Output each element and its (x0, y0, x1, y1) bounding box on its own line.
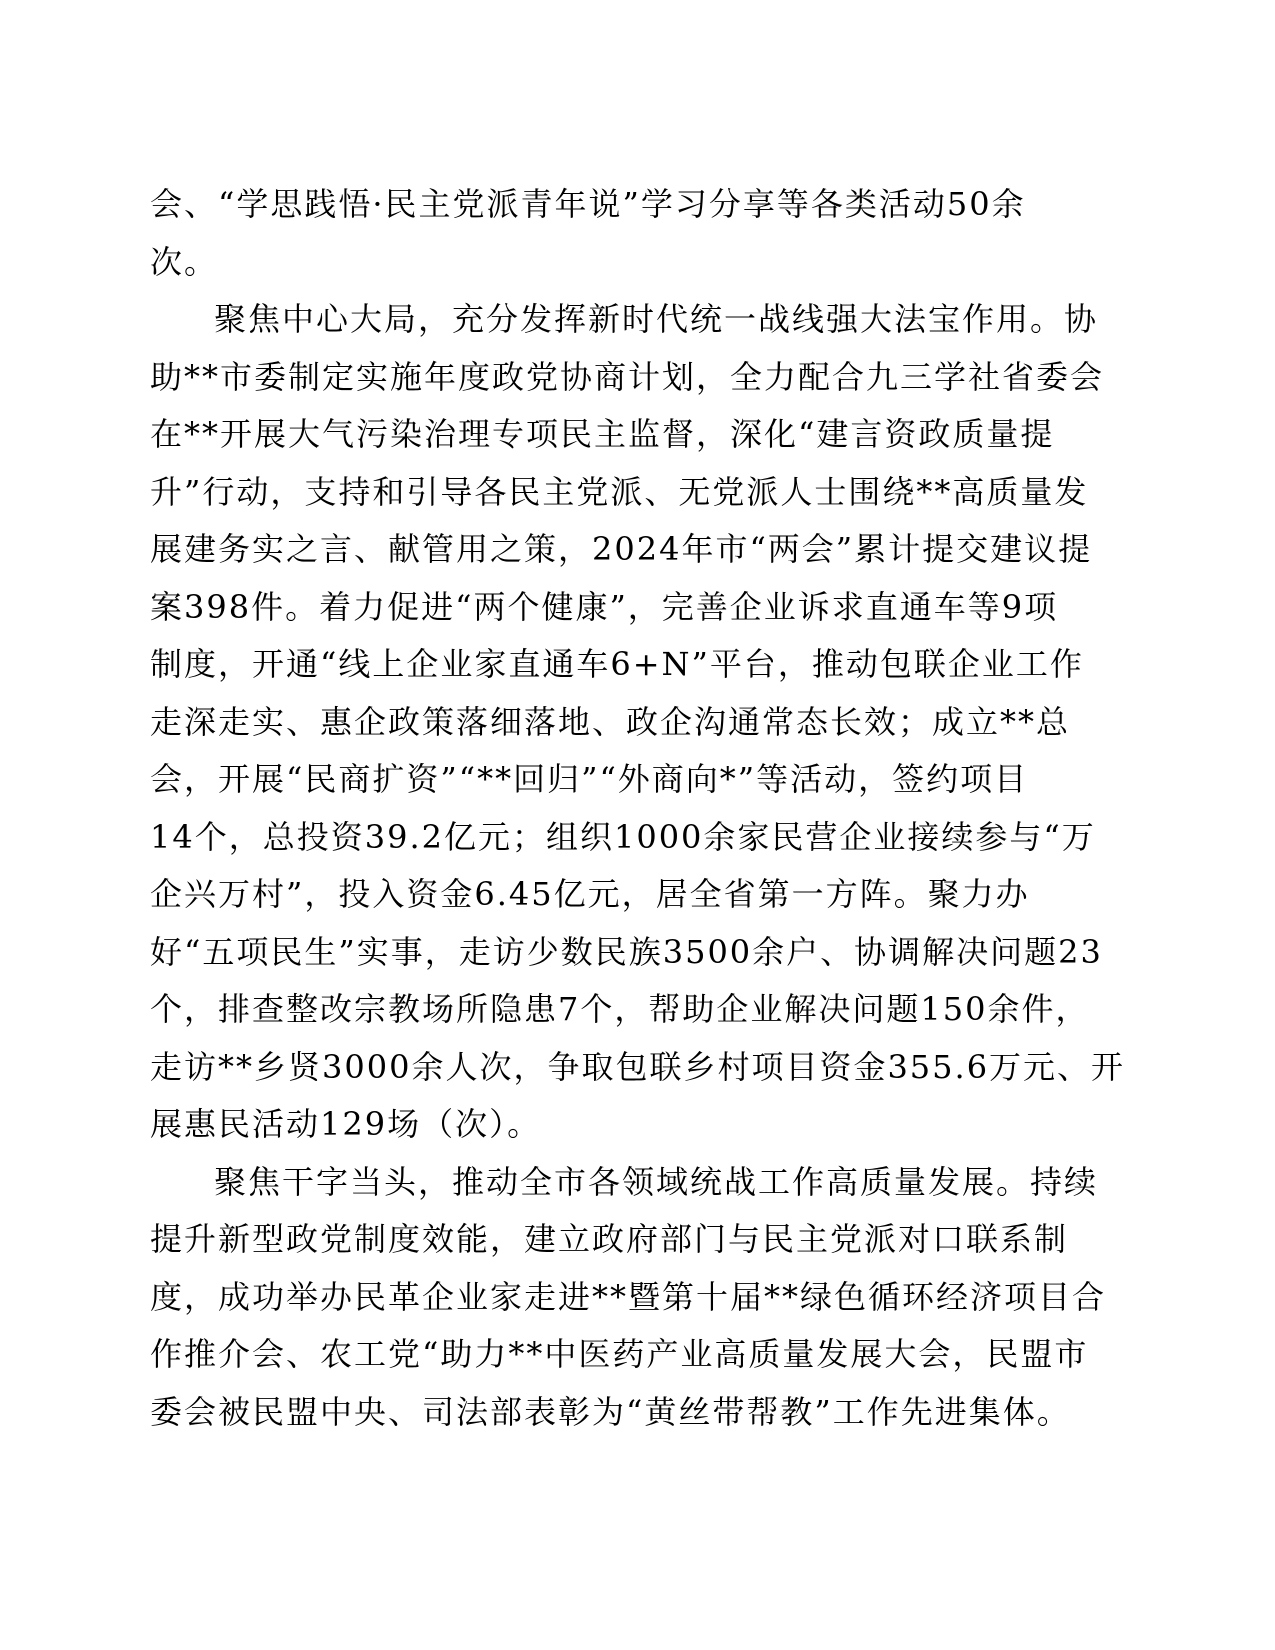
paragraph-line: 助**市委制定实施年度政党协商计划，全力配合九三学社省委会 (150, 357, 1105, 396)
paragraph-line: 次。 (150, 242, 219, 281)
paragraph-line: 展惠民活动129场（次）。 (150, 1105, 542, 1143)
paragraph-line: 会、“学思践悟·民主党派青年说”学习分享等各类活动50余 (150, 185, 1026, 223)
paragraph-line: 提升新型政党制度效能，建立政府部门与民主党派对口联系制 (150, 1220, 1069, 1258)
paragraph-line: 聚焦干字当头，推动全市各领域统战工作高质量发展。持续 (214, 1162, 1099, 1201)
paragraph-line: 14个，总投资39.2亿元；组织1000余家民营企业接续参与“万 (150, 817, 1096, 856)
paragraph-line: 聚焦中心大局，充分发挥新时代统一战线强大法宝作用。协 (214, 300, 1099, 338)
paragraph-line: 度，成功举办民革企业家走进**暨第十届**绿色循环经济项目合 (150, 1277, 1107, 1316)
paragraph-line: 案398件。着力促进“两个健康”，完善企业诉求直通车等9项 (150, 587, 1059, 626)
paragraph-line: 走访**乡贤3000余人次，争取包联乡村项目资金355.6万元、开 (150, 1047, 1126, 1086)
paragraph-line: 展建务实之言、献管用之策，2024年市“两会”累计提交建议提 (150, 530, 1093, 568)
paragraph-line: 在**开展大气污染治理专项民主监督，深化“建言资政质量提 (150, 415, 1055, 453)
document-body (150, 176, 1126, 1441)
paragraph-line: 制度，开通“线上企业家直通车6+N”平台，推动包联企业工作 (150, 645, 1084, 683)
paragraph-line: 企兴万村”，投入资金6.45亿元，居全省第一方阵。聚力办 (150, 875, 1030, 913)
paragraph-line: 走深走实、惠企政策落细落地、政企沟通常态长效；成立**总 (150, 702, 1071, 741)
paragraph-line: 委会被民盟中央、司法部表彰为“黄丝带帮教”工作先进集体。 (150, 1392, 1071, 1431)
paragraph-line: 好“五项民生”实事，走访少数民族3500余户、协调解决问题23 (150, 932, 1103, 971)
paragraph-line: 升”行动，支持和引导各民主党派、无党派人士围绕**高质量发 (150, 472, 1089, 511)
paragraph-line: 作推介会、农工党“助力**中医药产业高质量发展大会，民盟市 (150, 1335, 1089, 1373)
paragraph-line: 个，排查整改宗教场所隐患7个，帮助企业解决问题150余件， (150, 990, 1090, 1028)
paragraph-line: 会，开展“民商扩资”“**回归”“外商向*”等活动，签约项目 (150, 760, 1029, 798)
